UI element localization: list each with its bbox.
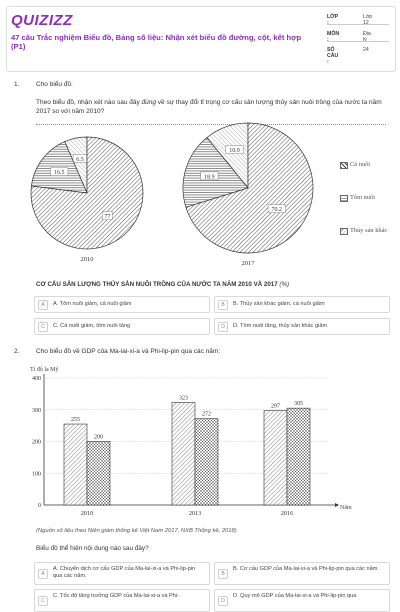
pie-chart: [20, 120, 390, 275]
option-text: C. Tốc độ tăng trưởng GDP của Ma-lai-xi-a và Phi-: [53, 593, 179, 599]
option-text: D. Tôm nuôi tăng, thủy sản khác giảm: [233, 323, 328, 329]
bar: [287, 408, 310, 505]
option-letter: D: [218, 596, 228, 606]
meta-class-value: Lớp 12: [363, 14, 373, 26]
question-number: 1.: [14, 81, 20, 88]
answer-option-c[interactable]: [34, 589, 210, 612]
page-title: 47 câu Trắc nghiệm Biểu đồ, Bảng số liệu: Nhận xét biểu đồ đường, cột, kết hợp (P1): [11, 33, 302, 51]
answer-option-a[interactable]: [34, 296, 210, 313]
option-text: B. Cơ cấu GDP của Ma-lai-xi-a và Phi-lip-pin qua các năm.: [233, 566, 379, 572]
meta-class-key: LỚP :: [327, 14, 338, 26]
bar-value-label: 272: [202, 411, 211, 418]
x-tick-label: 2013: [188, 510, 202, 517]
y-tick-label: 300: [32, 407, 41, 414]
quizizz-logo: QUIZIZZ: [11, 12, 73, 29]
data-label: 16.5: [53, 170, 65, 177]
chart-caption-text: CƠ CẤU SẢN LƯỢNG THỦY SẢN NUÔI TRỒNG CỦA NƯỚC TA NĂM 2010 VÀ 2017: [36, 281, 278, 288]
bar: [87, 442, 110, 506]
question-text-emphasis: đúng: [141, 99, 156, 106]
x-tick-label: 2010: [80, 510, 94, 517]
bar: [64, 424, 87, 505]
legend-label: Tôm nuôi: [350, 194, 376, 201]
quiz-header: [6, 6, 396, 72]
data-label: 70.2: [271, 207, 283, 214]
question-text-part: Theo biểu đồ, nhận xét nào sau đây: [36, 99, 142, 106]
answer-option-d[interactable]: [214, 318, 390, 335]
bar: [172, 402, 195, 505]
answer-option-d[interactable]: [214, 589, 390, 612]
option-letter: D: [218, 322, 228, 332]
bar-value-label: 305: [294, 401, 303, 408]
option-text: D. Quy mô GDP của Ma-lai-xi-a và Phi-lip-pin qua: [233, 593, 357, 599]
option-text: B. Thủy sản khác giảm, cá nuôi giảm: [233, 301, 325, 307]
option-letter: B: [218, 300, 228, 310]
option-text: A. Tôm nuôi giảm, cá nuôi giảm: [53, 301, 132, 307]
chart-caption-unit: (%): [279, 281, 290, 288]
meta-count-value: 24: [363, 47, 369, 53]
option-text: A. Chuyển dịch cơ cấu GDP của Ma-lai-xi-a và Phi-lip-pin qua các năm.: [53, 566, 196, 579]
answer-option-a[interactable]: [34, 562, 210, 585]
question-prompt: Cho biểu đồ:: [36, 81, 73, 88]
answer-option-b[interactable]: [214, 562, 390, 585]
bar-value-label: 323: [179, 395, 188, 402]
question-text-part: về sự thay đổi tỉ trọng cơ cấu sản lượng thủy sản nuôi trồng của nước ta năm 2017 so với năm 2010?: [36, 99, 382, 115]
question-prompt: Cho biểu đồ về GDP của Ma-lai-xi-a và Phi-lip-pin qua các năm:: [36, 348, 221, 355]
data-label: 6.5: [76, 157, 84, 164]
y-tick-label: 400: [32, 376, 41, 382]
bar-value-label: 255: [71, 417, 80, 424]
bar-value-label: 200: [94, 434, 103, 441]
meta-divider: [327, 24, 389, 25]
data-label: 18.9: [204, 174, 215, 181]
pie-year-label: 2017: [241, 260, 255, 267]
meta-count-key: SỐ CÂU :: [327, 47, 339, 65]
data-label: 10.9: [229, 148, 240, 155]
question-text: [36, 98, 388, 116]
x-axis-label: Năm: [340, 505, 352, 511]
x-axis-arrow: [335, 503, 339, 507]
option-letter: C: [38, 322, 48, 332]
pie-year-label: 2010: [80, 256, 94, 263]
option-letter: A: [38, 300, 48, 310]
legend-label: Thủy sản khác: [350, 227, 388, 234]
y-axis-label: Tỉ đô la Mỹ: [30, 367, 59, 373]
chart-caption: [36, 281, 289, 288]
bar: [264, 411, 287, 505]
meta-divider: [327, 41, 389, 42]
y-tick-label: 200: [32, 439, 41, 446]
legend-swatch: [340, 195, 348, 202]
legend-swatch: [340, 228, 348, 235]
option-text: C. Cá nuôi giảm, tôm nuôi tăng: [53, 323, 131, 329]
option-letter: C: [38, 596, 48, 606]
meta-subject-key: MÔN :: [327, 31, 340, 43]
y-tick-label: 100: [32, 471, 41, 478]
legend-label: Cá nuôi: [350, 161, 371, 168]
question-number: 2.: [14, 348, 20, 355]
y-tick-label: 0: [38, 503, 41, 509]
option-letter: A: [38, 569, 48, 579]
option-letter: B: [218, 569, 228, 579]
answer-option-b[interactable]: [214, 296, 390, 313]
x-tick-label: 2016: [280, 510, 294, 517]
answer-option-c[interactable]: [34, 318, 210, 335]
question-text: Biểu đồ thể hiện nội dung nào sau đây?: [36, 545, 149, 552]
bar: [195, 419, 218, 505]
meta-subject-value: Địa lý: [363, 31, 371, 43]
legend-swatch: [340, 162, 348, 169]
chart-source: (Nguồn số liệu theo Niên giám thống kê Việt Nam 2017, NXB Thống kê, 2018): [36, 528, 237, 534]
data-label: 77: [104, 214, 111, 221]
bar-chart: [30, 362, 370, 522]
bar-value-label: 297: [271, 403, 280, 410]
